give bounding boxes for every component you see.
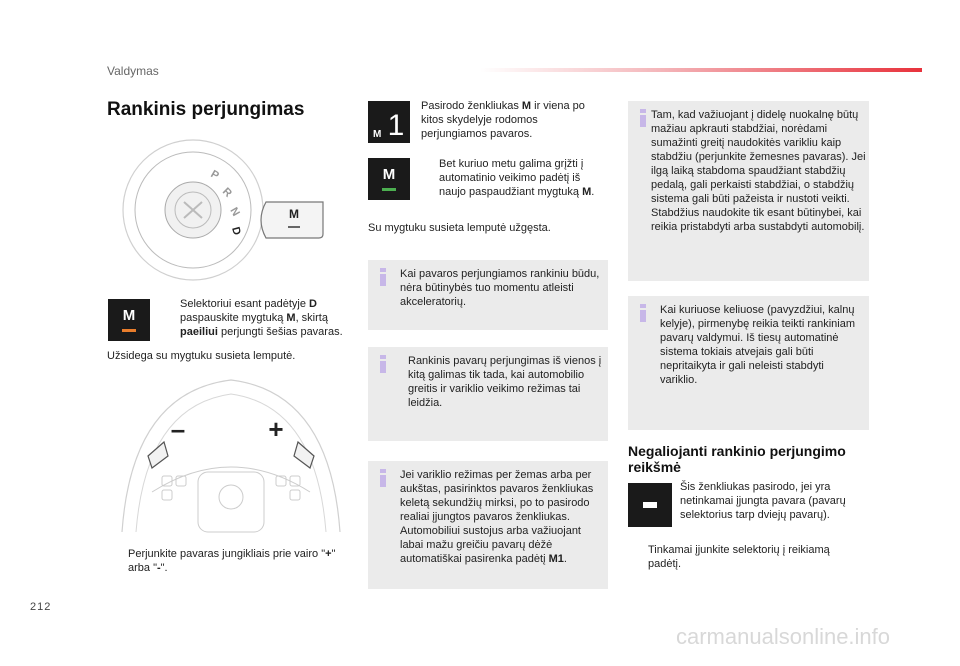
gear-label-d: D (229, 225, 243, 237)
info-note-engine-mode: Jei variklio režimas per žemas arba per aukštas, pasirinktos pavaros ženkliukas keletą sekundžių mirksi, po to pasirodo realiai įjungtos pavaros ženkliukas. Automobiliui sustojus arba važiuojant labai mažu greičiu pavarų dėžė automatiškai pasirenka padėtį M1. (368, 461, 608, 589)
bullet-return-auto (421, 157, 601, 199)
info-icon (380, 268, 386, 284)
lamp-on-text: Užsidega su mygtuku susieta lemputė. (107, 350, 296, 362)
info-icon (380, 355, 386, 371)
plus-label: + (268, 414, 284, 444)
page-number: 212 (30, 601, 52, 613)
info-icon (640, 304, 646, 320)
info-note-accelerator: Kai pavaros perjungiamos rankiniu būdu, nėra būtinybės tuo momentu atleisti akceleratorių. (368, 260, 608, 330)
watermark: carmanualsonline.info (676, 624, 891, 649)
section-header: Valdymas (107, 64, 159, 78)
info-note-downhill: Tam, kad važiuojant į didelę nuokalnę būtų mažiau apkrauti stabdžiai, norėdami sumažinti greitį naudokitės varikliu kaip stabdžiu (perjunkite žemesnes pavaras). Jei ilgą laiką stabdoma spaudžiant stabdžių pedalą, gali perkaisti stabdžiai, o stabdžių sistema gali būti pažeista ir nustoti veikti. Stabdžius naudokite tik esant būtinybei, kai reikia pristabdyti arba sustabdyti automobilį. (628, 101, 869, 281)
invalid-gear-text: Šis ženkliukas pasirodo, jei yra netinkamai įjungta pavara (pavarų selektorius tarp dviejų pavarų). (680, 481, 846, 521)
bullet-selector-d (162, 297, 347, 339)
bullet-text: Bet kuriuo metu galima grįžti į automatinio veikimo padėtį iš naujo paspaudžiant mygtuką M. (439, 158, 595, 198)
green-lamp-bar (382, 188, 396, 191)
hand-pointer-bullet (630, 543, 648, 571)
m-letter: M (122, 307, 136, 324)
m-button-label: M (289, 207, 299, 221)
section-subtitle: Negaliojanti rankinio perjungimo reikšmė (628, 443, 846, 475)
gear-label-n: N (227, 205, 242, 219)
m1-digit: 1 (387, 109, 405, 142)
m-mode-icon-green (368, 158, 410, 200)
gear-label-p: P (208, 168, 221, 183)
dash-symbol (643, 502, 657, 508)
orange-lamp-bar (122, 329, 136, 332)
bullet-paddles (110, 547, 355, 575)
m-indicator-text: Pasirodo ženkliukas M ir viena po kitos skydelyje rodomos perjungiamos pavaros. (421, 100, 585, 140)
invalid-gear-icon (628, 483, 672, 527)
minus-label: – (170, 414, 186, 444)
info-note-speed: Rankinis pavarų perjungimas iš vienos į kitą galimas tik tada, kai automobilio greitis ir variklio veikimo režimas tai leidžia. (368, 347, 608, 441)
bullet-text: Perjunkite pavaras jungikliais prie vairo "+" arba "-". (128, 548, 336, 574)
info-icon (640, 109, 646, 125)
bullet-text: Tinkamai įjunkite selektorių į reikiamą padėtį. (648, 544, 830, 570)
m-letter: M (382, 166, 396, 183)
steering-wheel-illustration (112, 372, 350, 542)
m1-display-icon (368, 101, 410, 143)
header-accent-bar (480, 68, 922, 72)
m-button-lamp (288, 226, 300, 228)
m-mode-icon-lit (108, 299, 150, 341)
lamp-off-text: Su mygtuku susieta lemputė užgęsta. (368, 222, 551, 234)
hand-pointer-bullet (421, 157, 439, 199)
info-note-mountain: Kai kuriuose keliuose (pavyzdžiui, kalnų kelyje), pirmenybę reikia teikti rankiniam pavarų valdymui. Iš tiesų automatinė sistema tokiais atvejais gali būti nepritaikyta ir gali neleisti stabdyti variklio. (628, 296, 869, 430)
bullet-text: Selektoriui esant padėtyje D paspauskite mygtuką M, skirtą paeiliui perjungti šešias pavaras. (180, 298, 343, 338)
page-title: Rankinis perjungimas (107, 99, 305, 120)
hand-pointer-bullet (162, 297, 180, 339)
gear-selector-illustration (118, 132, 338, 292)
hand-pointer-bullet (110, 547, 128, 575)
gear-label-r: R (219, 185, 234, 200)
m1-letter: M (373, 129, 382, 140)
bullet-select-position (630, 543, 865, 571)
info-icon (380, 469, 386, 485)
